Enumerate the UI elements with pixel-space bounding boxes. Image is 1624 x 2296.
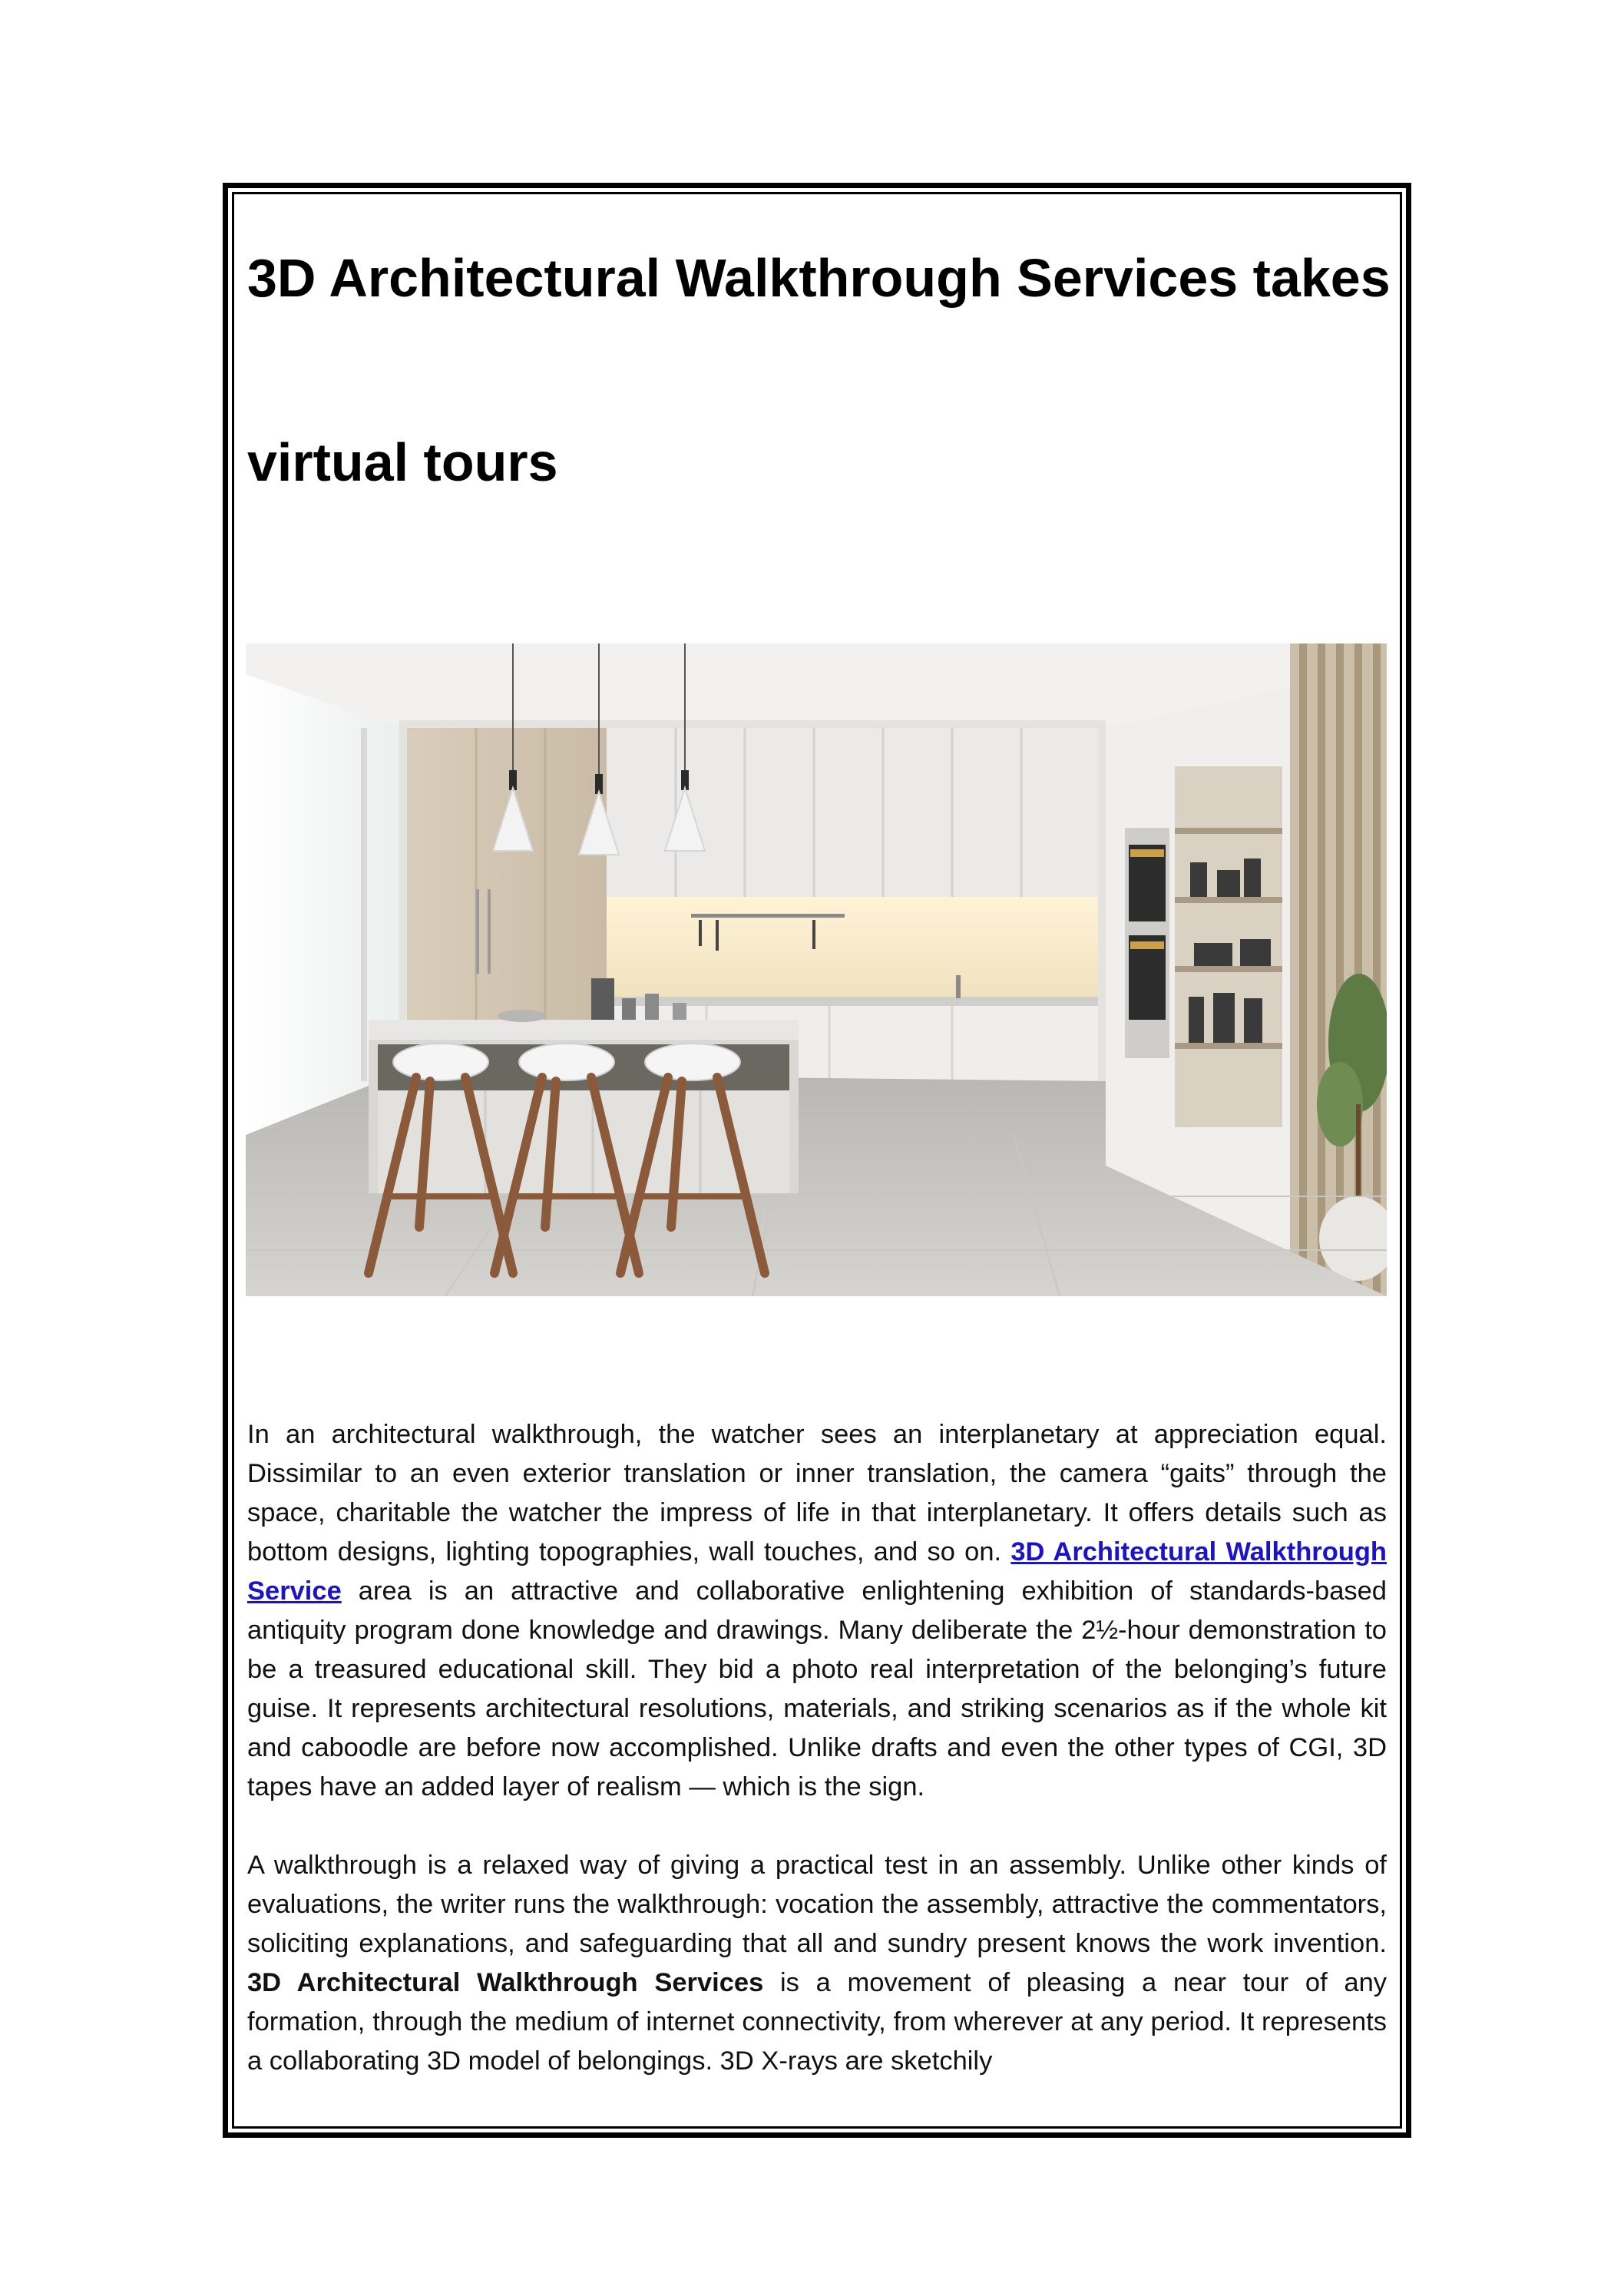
paragraph-1-text-start: In an architectural walkthrough, the watcher sees an interplanetary at appreciation equal. Dissimilar to an even exterior translation or inner translation, the camera “gaits” through the space, charitable the watcher the impress of life in that interplanetary. It offers details such as bottom designs, lighting topographies, wall touches, and so on. — [247, 1420, 1387, 1567]
document-title-line-2: virtual tours — [247, 432, 558, 492]
kitchen-image — [246, 643, 1387, 1296]
paragraph-2-text-start: A walkthrough is a relaxed way of giving a practical test in an assembly. Unlike other kinds of evaluations, the writer runs the walkthrough: vocation the assembly, attractive the commentators, soliciting explanations, and safeguarding that all and sundry present knows the work invention. — [247, 1851, 1387, 1958]
document-title-line-1: 3D Architectural Walkthrough Services takes — [247, 248, 1391, 308]
walkthrough-service-link[interactable]: 3D Architectural Walkthrough Service — [247, 1537, 1387, 1606]
paragraph-1-text-end: area is an attractive and collaborative enlightening exhibition of standards-based antiquity program done knowledge and drawings. Many deliberate the 2½-hour demonstration to be a treasured educational skill. They bid a photo real interpretation of the belonging’s future guise. It represents architectural resolutions, materials, and striking scenarios as if the whole kit and caboodle are before now accomplished. Unlike drafts and even the other types of CGI, 3D tapes have an added layer of realism — which is the sign. — [247, 1576, 1387, 1801]
paragraph-2-text-end: is a movement of pleasing a near tour of any formation, through the medium of internet connectivity, from wherever at any period. It represents a collaborating 3D model of belongings. 3D X-rays are sketchily — [247, 1968, 1387, 2076]
paragraph-2-bold-term: 3D Architectural Walkthrough Services — [247, 1968, 764, 1997]
paragraph-2 — [247, 1846, 1387, 2120]
paragraph-1 — [247, 1415, 1387, 1807]
